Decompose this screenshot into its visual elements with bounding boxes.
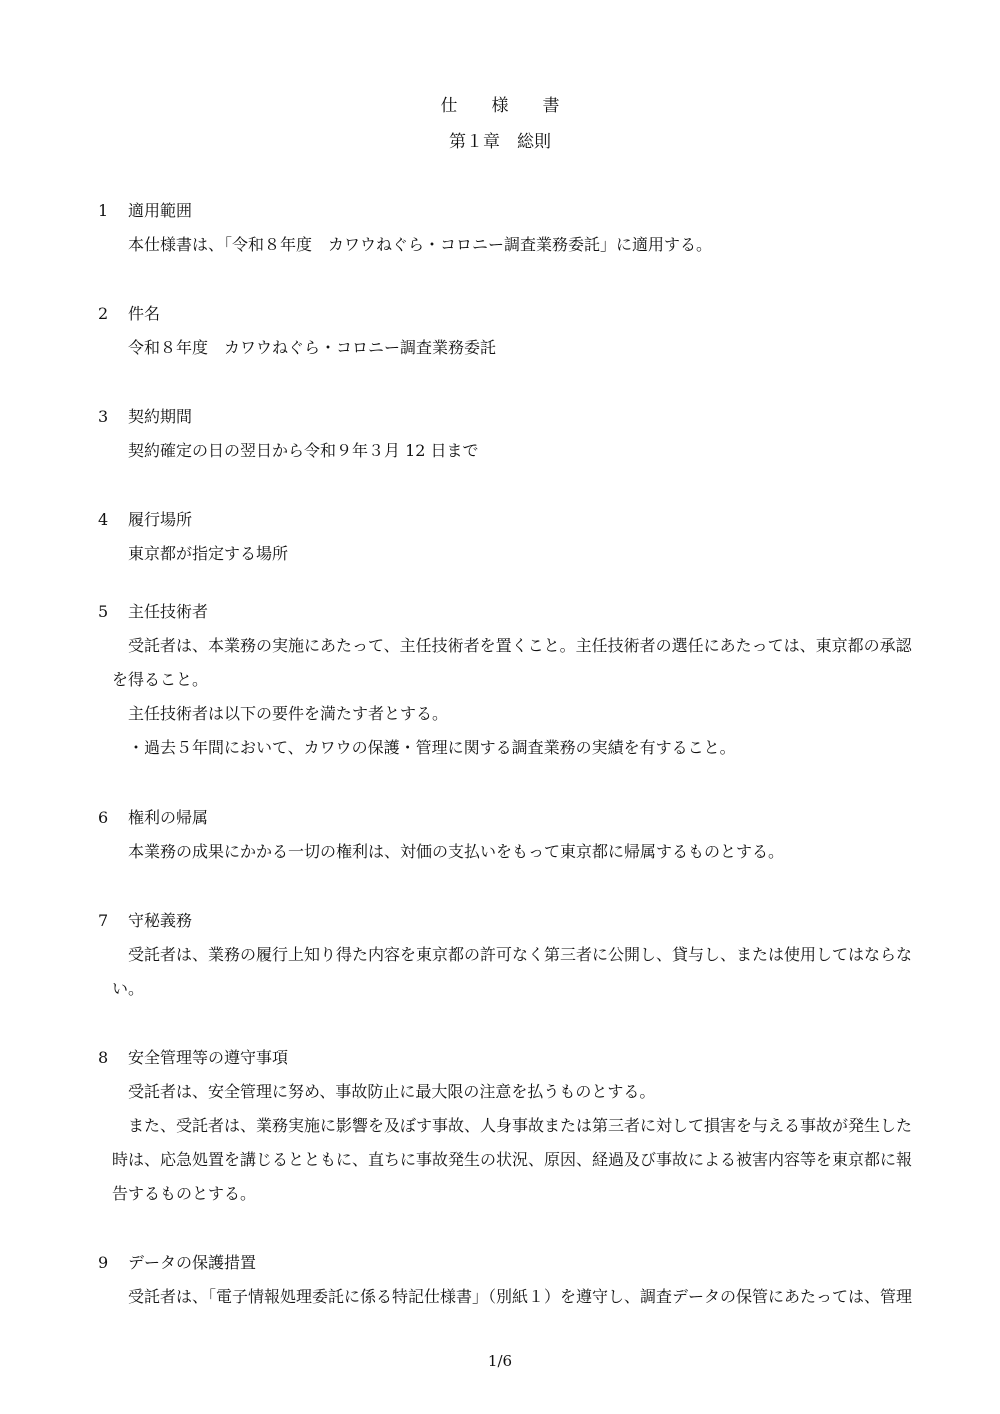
- section-number: 6: [98, 808, 109, 827]
- section-text: 本仕様書は、「令和８年度 カワウねぐら・コロニー調査業務委託」に適用する。: [128, 235, 713, 254]
- section-number: 5: [98, 602, 109, 621]
- chapter-title: 第１章 総則: [449, 132, 551, 152]
- section-title: 主任技術者: [128, 602, 209, 621]
- section-text: 受託者は、本業務の実施にあたって、主任技術者を置くこと。主任技術者の選任にあたっては、東京都の承認: [128, 636, 912, 655]
- section-text: い。: [112, 979, 145, 998]
- document-title: 仕 様 書: [440, 96, 560, 116]
- section-heading: [98, 199, 192, 223]
- section-heading: [98, 508, 192, 532]
- section-number: 7: [98, 911, 109, 930]
- section-text: 本業務の成果にかかる一切の権利は、対価の支払いをもって東京都に帰属するものとする。: [128, 842, 785, 861]
- section-title: 契約期間: [128, 407, 193, 426]
- section-text: 受託者は、「電子情報処理委託に係る特記仕様書」（別紙１）を遵守し、調査データの保管にあたっては、管理: [128, 1287, 913, 1306]
- section-heading: [98, 806, 208, 830]
- page-number: 1/6: [487, 1352, 513, 1370]
- section-number: 1: [98, 201, 109, 220]
- section-title: 件名: [128, 304, 161, 323]
- section-text: 令和８年度 カワウねぐら・コロニー調査業務委託: [128, 338, 497, 357]
- section-text: 契約確定の日の翌日から令和９年３月 12 日まで: [128, 441, 479, 460]
- section-heading: [98, 909, 192, 933]
- section-text: 東京都が指定する場所: [128, 544, 289, 563]
- section-number: 9: [98, 1253, 109, 1272]
- section-title: 適用範囲: [128, 201, 193, 220]
- section-heading: [98, 1251, 256, 1275]
- section-title: データの保護措置: [128, 1253, 257, 1272]
- section-number: 4: [98, 510, 109, 529]
- section-text: 受託者は、業務の履行上知り得た内容を東京都の許可なく第三者に公開し、貸与し、または使用してはならな: [128, 945, 913, 964]
- section-title: 履行場所: [128, 510, 193, 529]
- section-text: 時は、応急処置を講じるとともに、直ちに事故発生の状況、原因、経過及び事故による被害内容等を東京都に報: [112, 1150, 913, 1169]
- section-text: を得ること。: [112, 670, 209, 689]
- section-text: 告するものとする。: [112, 1184, 257, 1203]
- section-text: 受託者は、安全管理に努め、事故防止に最大限の注意を払うものとする。: [128, 1082, 656, 1101]
- section-number: 8: [98, 1048, 109, 1067]
- section-number: 2: [98, 304, 109, 323]
- section-heading: [98, 405, 192, 429]
- section-text: 主任技術者は以下の要件を満たす者とする。: [128, 704, 449, 723]
- section-heading: [98, 302, 160, 326]
- section-number: 3: [98, 407, 109, 426]
- section-title: 守秘義務: [128, 911, 193, 930]
- section-title: 権利の帰属: [128, 808, 209, 827]
- section-heading: [98, 1046, 288, 1070]
- section-heading: [98, 600, 208, 624]
- section-text: ・過去５年間において、カワウの保護・管理に関する調査業務の実績を有すること。: [128, 738, 736, 757]
- section-text: また、受託者は、業務実施に影響を及ぼす事故、人身事故または第三者に対して損害を与える事故が発生した: [128, 1116, 913, 1135]
- section-title: 安全管理等の遵守事項: [128, 1048, 289, 1067]
